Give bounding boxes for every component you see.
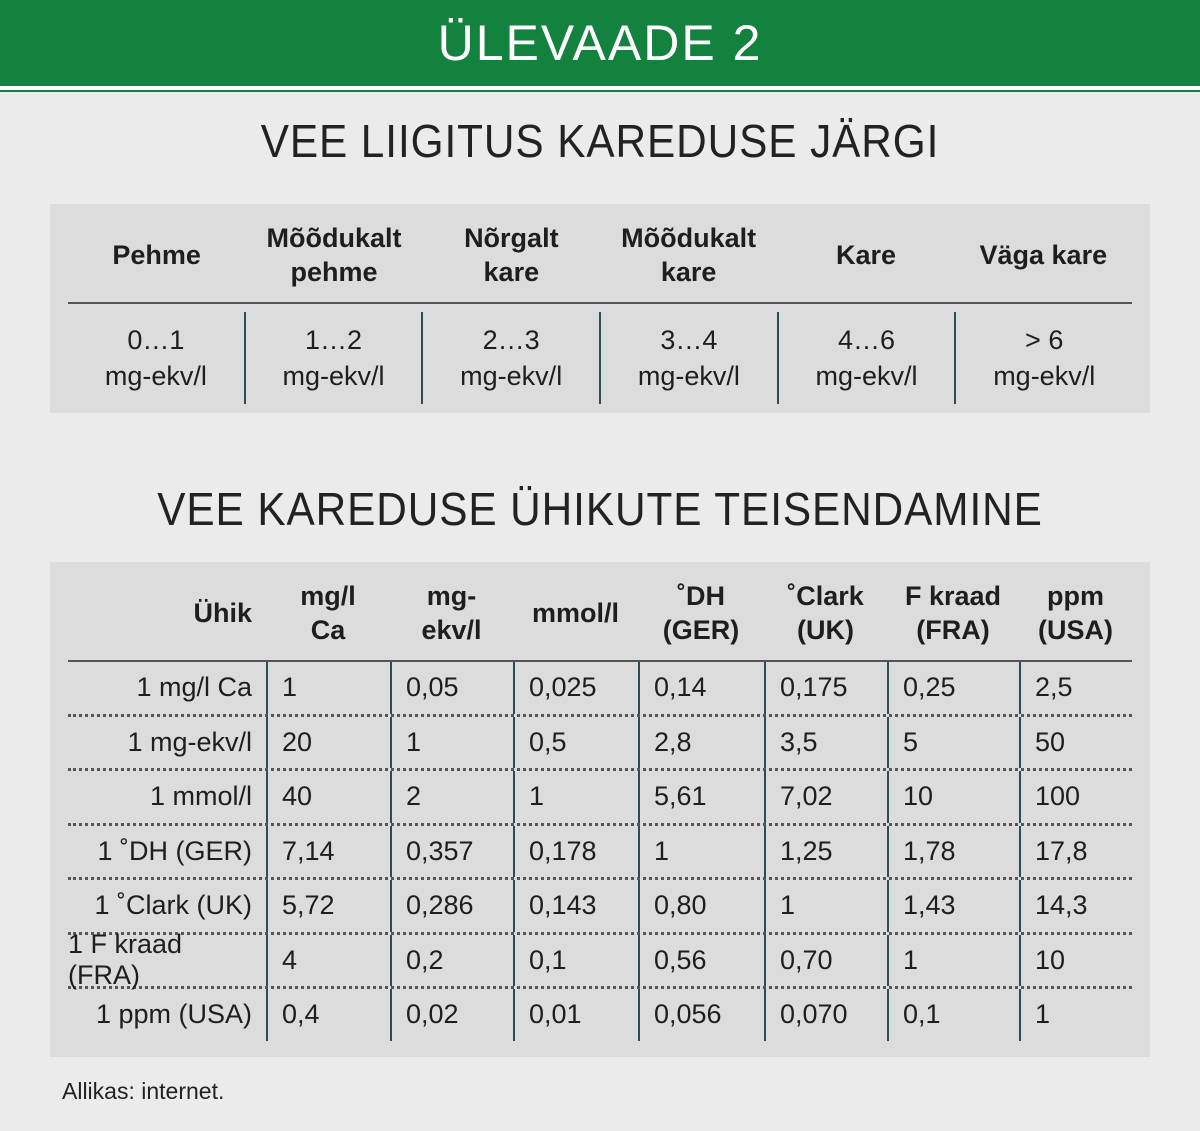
header-line: ˚DH (677, 581, 725, 611)
conversion-table-body (68, 662, 1132, 1041)
header-cell (423, 204, 600, 302)
value-range: 1…2 (304, 325, 363, 355)
table-cell: 0,80 (638, 880, 764, 932)
table-cell: 1 (513, 771, 638, 823)
table-cell: 0,05 (390, 662, 513, 714)
table-cell: 2 (390, 771, 513, 823)
header-line: ekv/l (421, 615, 482, 645)
header-line: Mõõdukalt (621, 223, 757, 253)
header-cell (955, 204, 1132, 302)
header-line: Väga kare (979, 240, 1108, 270)
table-cell: 50 (1019, 717, 1132, 769)
section-title-conversion: VEE KAREDUSE ÜHIKUTE TEISENDAMINE (157, 483, 1043, 535)
header-line: kare (483, 257, 540, 287)
header-cell (68, 204, 245, 302)
row-label: 1 mg-ekv/l (127, 726, 252, 757)
table-cell: 1,43 (887, 880, 1019, 932)
header-line: ˚Clark (787, 581, 864, 611)
table-cell: 0,175 (764, 662, 887, 714)
row-label: 1 ppm (USA) (95, 999, 252, 1030)
table-cell: 5,61 (638, 771, 764, 823)
table-cell: 0,4 (266, 989, 390, 1041)
table-cell: 0,143 (513, 880, 638, 932)
table-cell: 20 (266, 717, 390, 769)
header-line: mg/l (300, 581, 356, 611)
header-cell (1019, 562, 1132, 660)
header-line: kare (660, 257, 717, 287)
table-cell: 0,02 (390, 989, 513, 1041)
value-unit: mg-ekv/l (104, 361, 207, 391)
value-cell (777, 312, 955, 404)
header-line: pehme (290, 257, 378, 287)
conversion-table-grid (68, 562, 1132, 1041)
value-unit: mg-ekv/l (460, 361, 563, 391)
table-cell: 0,357 (390, 826, 513, 878)
table-cell: 1 (764, 880, 887, 932)
header-line: Kare (835, 240, 896, 270)
table-cell: 0,1 (513, 935, 638, 987)
table-cell: 1 (266, 662, 390, 714)
table-cell: 0,025 (513, 662, 638, 714)
header-rule (0, 86, 1200, 92)
value-range: 2…3 (482, 325, 540, 355)
table-cell: 0,286 (390, 880, 513, 932)
table-row (68, 989, 1132, 1041)
table-cell: 10 (887, 771, 1019, 823)
header-line: Pehme (112, 240, 201, 270)
table-cell: 40 (266, 771, 390, 823)
table-cell: 0,56 (638, 935, 764, 987)
header-bar (0, 0, 1200, 86)
header-line: (USA) (1038, 615, 1113, 645)
classification-table-values (68, 312, 1132, 404)
header-cell-unit (68, 562, 266, 660)
header-cell (513, 562, 638, 660)
table-cell: 0,14 (638, 662, 764, 714)
table-cell: 1 (1019, 989, 1132, 1041)
header-line: (UK) (797, 615, 854, 645)
header-cell (638, 562, 764, 660)
header-line: Ca (310, 615, 346, 645)
value-range: 4…6 (838, 325, 896, 355)
value-range: > 6 (1025, 325, 1064, 355)
table-cell: 100 (1019, 771, 1132, 823)
value-range: 0…1 (127, 325, 185, 355)
header-line: (GER) (662, 615, 740, 645)
classification-table-header (68, 204, 1132, 304)
value-unit: mg-ekv/l (282, 361, 385, 391)
table-row (68, 717, 1132, 772)
classification-table (50, 204, 1150, 413)
header-cell (245, 204, 422, 302)
table-cell: 0,5 (513, 717, 638, 769)
conversion-table (50, 562, 1150, 1057)
table-row (68, 826, 1132, 881)
table-cell: 4 (266, 935, 390, 987)
table-cell: 17,8 (1019, 826, 1132, 878)
page-title: ÜLEVAADE 2 (437, 15, 763, 71)
table-cell: 0,178 (513, 826, 638, 878)
table-cell: 0,1 (887, 989, 1019, 1041)
header-line: Mõõdukalt (266, 223, 402, 253)
row-label: 1 ˚Clark (UK) (94, 890, 252, 921)
value-cell (599, 312, 777, 404)
table-cell: 5 (887, 717, 1019, 769)
header-cell (600, 204, 777, 302)
table-cell: 0,056 (638, 989, 764, 1041)
header-line: mmol/l (531, 598, 619, 628)
table-row (68, 880, 1132, 935)
table-cell: 0,070 (764, 989, 887, 1041)
table-cell: 7,14 (266, 826, 390, 878)
row-label: 1 mg/l Ca (136, 672, 252, 703)
table-cell: 7,02 (764, 771, 887, 823)
value-cell (68, 312, 244, 404)
row-label: 1 mmol/l (149, 781, 252, 812)
header-cell (390, 562, 513, 660)
header-line: (FRA) (916, 615, 990, 645)
header-cell (777, 204, 954, 302)
value-range: 3…4 (660, 325, 718, 355)
value-cell (421, 312, 599, 404)
table-cell: 2,8 (638, 717, 764, 769)
table-cell: 14,3 (1019, 880, 1132, 932)
header-cell (887, 562, 1019, 660)
table-cell: 0,2 (390, 935, 513, 987)
table-cell: 1,25 (764, 826, 887, 878)
header-line: mg- (426, 581, 477, 611)
table-row (68, 929, 1132, 991)
table-cell: 10 (1019, 935, 1132, 987)
header-line: Ühik (193, 598, 252, 628)
table-cell: 1,78 (887, 826, 1019, 878)
table-cell: 0,25 (887, 662, 1019, 714)
header-cell (764, 562, 887, 660)
row-label: 1 F kraad (FRA) (68, 929, 183, 991)
table-cell: 1 (887, 935, 1019, 987)
table-cell: 5,72 (266, 880, 390, 932)
source-note: Allikas: internet. (62, 1078, 225, 1104)
value-cell (244, 312, 422, 404)
table-cell: 3,5 (764, 717, 887, 769)
header-line: Nõrgalt (464, 223, 559, 253)
header-cell (266, 562, 390, 660)
table-cell: 0,01 (513, 989, 638, 1041)
table-row (68, 771, 1132, 826)
value-cell (954, 312, 1132, 404)
table-row (68, 662, 1132, 717)
value-unit: mg-ekv/l (815, 361, 918, 391)
section-title-classification: VEE LIIGITUS KAREDUSE JÄRGI (260, 115, 940, 167)
conversion-table-header (68, 562, 1132, 662)
table-cell: 0,70 (764, 935, 887, 987)
header-line: F kraad (904, 581, 1002, 611)
header-line: ppm (1047, 581, 1104, 611)
value-unit: mg-ekv/l (637, 361, 740, 391)
table-cell: 2,5 (1019, 662, 1132, 714)
table-cell: 1 (638, 826, 764, 878)
row-label: 1 ˚DH (GER) (97, 835, 252, 866)
value-unit: mg-ekv/l (993, 361, 1096, 391)
table-cell: 1 (390, 717, 513, 769)
